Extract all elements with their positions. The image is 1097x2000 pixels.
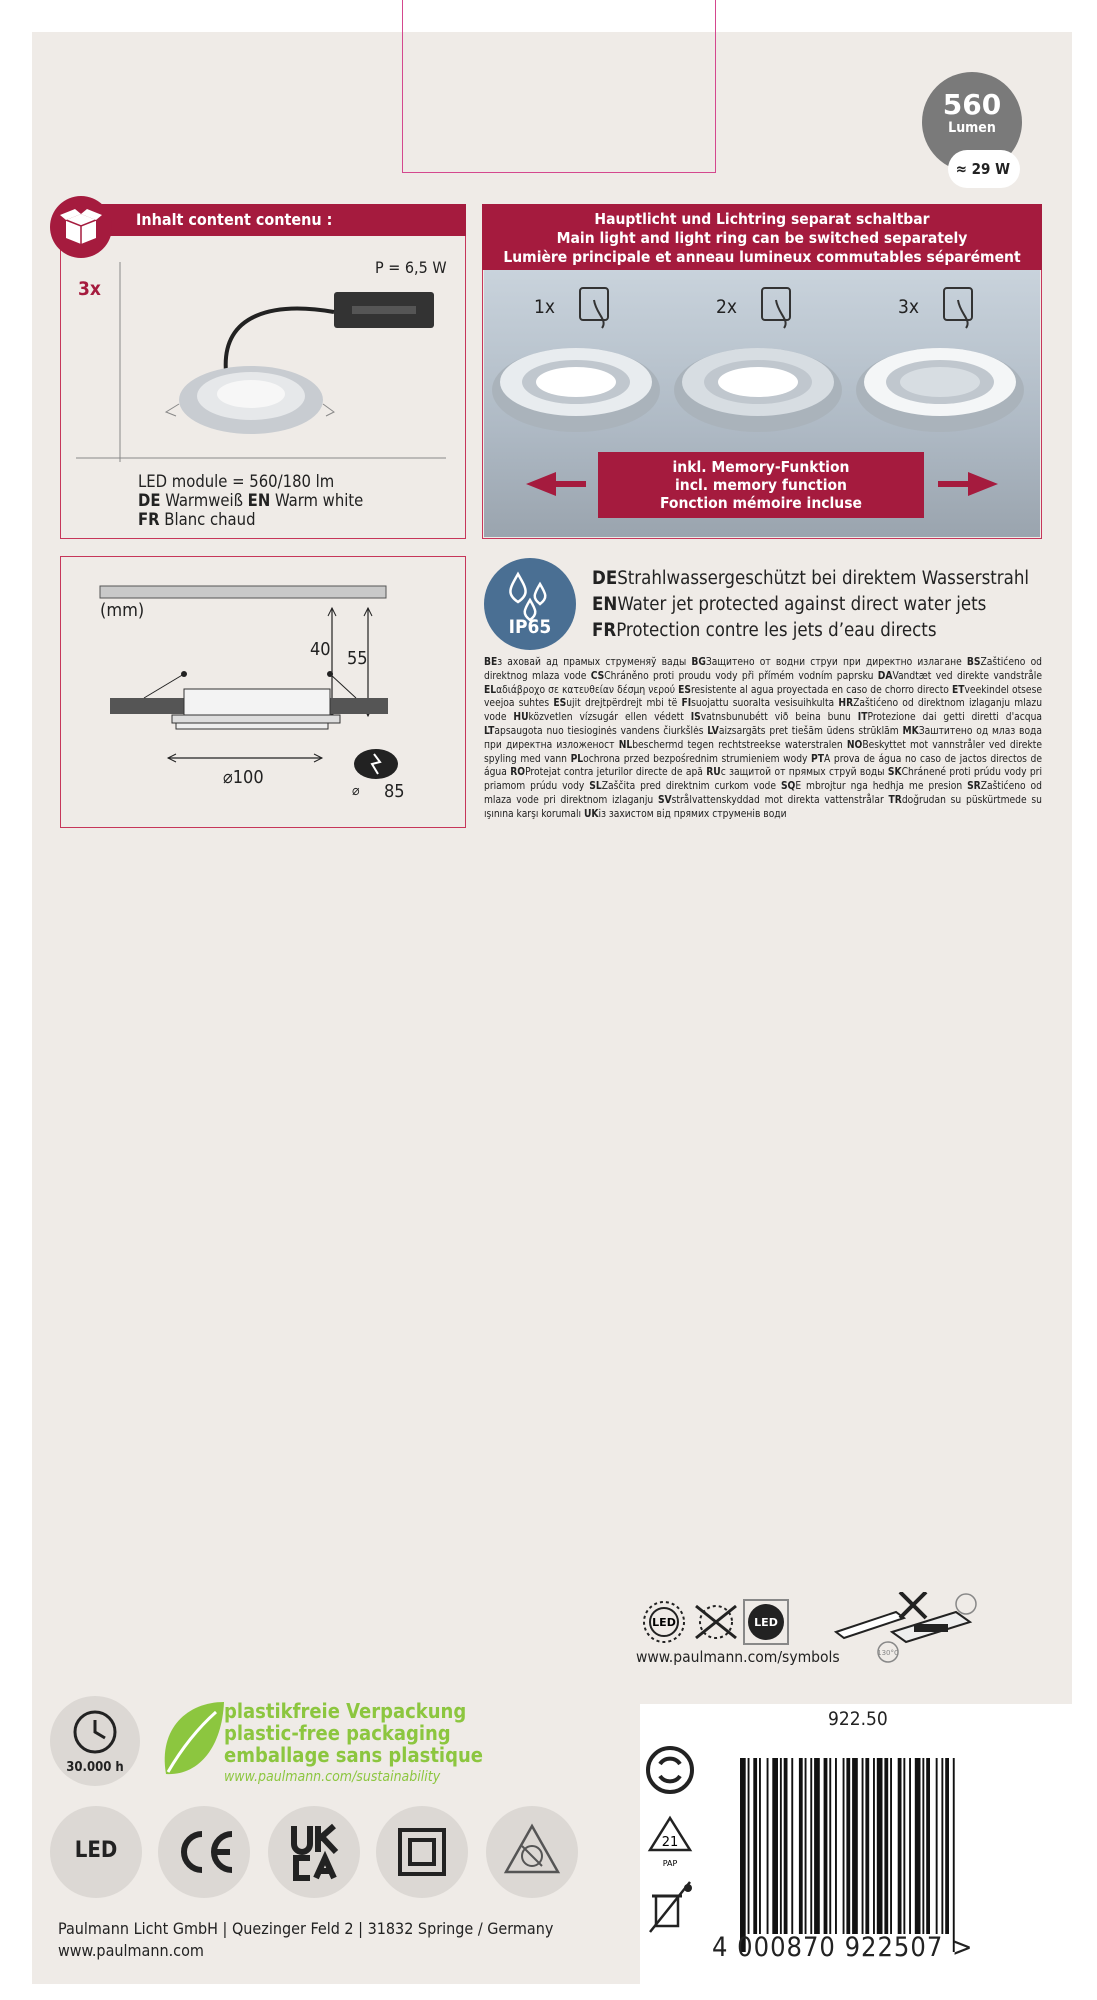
translation-code: EL [484,684,497,696]
translation-text: apsaugota nuo tiesioginės vandens čiurkšlės [494,725,708,737]
translation-text: із захистом від прямих струменів води [598,808,787,820]
lumen-unit: Lumen [948,120,996,136]
barcode-bar [791,1758,793,1934]
barcode [740,1758,1018,1952]
translation-text: aizsargāts pret tiešām ūdens strūklām [718,725,903,737]
barcode-bar [890,1758,892,1934]
translation-code: PT [811,753,825,765]
barcode-bar [814,1758,820,1934]
barcode-bar [922,1758,924,1934]
dim-unit: (mm) [100,600,145,621]
ip65-badge [484,558,576,650]
step-2: 2x [716,296,737,318]
translation-code: NL [618,739,633,751]
translation-text: ochrona przed bezpośrednim strumieniem wody [583,753,812,765]
translation-text: Protezione dai getti diretti d'acqua [867,712,1042,724]
en-code: EN [247,491,271,510]
ip-rating: IP65 [508,616,552,638]
ip-translations [484,656,1042,822]
translation-code: SL [589,781,602,793]
symbols-url: www.paulmann.com/symbols [636,1648,840,1666]
barcode-bar [772,1758,778,1934]
translation-code: PL [570,753,584,765]
color-fr: Blanc chaud [164,510,256,529]
luminaire-mark [486,1806,578,1898]
recycling-icons [644,1742,704,1942]
die-cut-window-outline [402,0,716,173]
led-mark-text: LED [74,1838,118,1863]
dim-cutout-symbol: ⌀ [352,783,360,799]
barcode-bar [780,1758,782,1934]
contents-power: P = 6,5 W [375,258,447,277]
svg-text:LED: LED [754,1616,778,1629]
translation-text: Zaštićeno od direktnog mlaza vode [484,657,1042,682]
translation-text: Защитено от водни струи при директно излагане [705,657,967,668]
sustainability-url: www.paulmann.com/sustainability [224,1769,441,1785]
barcode-bar [824,1758,828,1934]
recycle-number: 21 [661,1835,679,1850]
barcode-bar [829,1758,831,1934]
translation-code: SK [887,767,902,779]
ip-de-line [592,566,1029,592]
recycle-label: PAP [662,1859,678,1868]
ip-en: Water jet protected against direct water jets [617,594,987,615]
memory-label [598,452,924,518]
translation-code: ES [678,684,691,696]
lifetime-badge [50,1696,140,1786]
translation-text: Заштитено од млаз вода при директна изложеност [484,725,1043,751]
translation-code: MK [902,725,919,737]
translation-text: beschermd tegen rechtstreekse waterstralen [632,739,847,751]
barcode-bar [810,1758,812,1934]
article-number: 922.50 [828,1708,888,1730]
led-module-line: LED module = 560/180 lm [138,472,335,491]
translation-code: RO [510,767,526,779]
plastic-de: plastikfreie Verpackung [224,1699,467,1723]
barcode-bar [846,1758,850,1934]
translation-code: HU [513,712,529,724]
barcode-bar [915,1758,921,1934]
ce-icon [158,1806,250,1898]
switch-title-de: Hauptlicht und Lichtring separat schaltbar [594,210,930,228]
contents-quantity: 3x [78,278,101,300]
barcode-bar [799,1758,803,1934]
translation-code: TR [888,794,902,806]
barcode-digits: 4 000870 922507 > [712,1932,974,1963]
dim-diameter: ⌀100 [223,767,264,788]
ip-fr-line [592,618,1029,644]
fr-code: FR [138,510,160,529]
double-insulation-icon [376,1806,468,1898]
lumen-value: 560 [942,88,1002,121]
company-website: www.paulmann.com [58,1941,204,1960]
barcode-bar [805,1758,807,1934]
ip-en-code: EN [592,594,618,615]
barcode-bar [865,1758,869,1934]
translation-text: αδιάβροχο σε κατευθείαν δέσμη νερού [496,684,679,696]
color-de-en-line [138,491,363,510]
contents-description [138,472,363,529]
translation-text: з аховай ад прамых струменяў вады [497,657,692,668]
translation-text: A prova de água no caso de jactos directos de água [484,753,1043,779]
translation-code: HR [838,698,854,710]
barcode-bar [784,1758,788,1934]
barcode-bar [926,1758,930,1934]
switch-title-bar [482,204,1042,270]
translation-text: resistente al agua proyectada en caso de chorro directo [691,684,952,696]
translation-code: LT [484,725,495,737]
color-de: Warmweiß [165,491,243,510]
ip-fr-code: FR [592,620,617,641]
barcode-bar [903,1758,905,1934]
barcode-bar [843,1758,845,1934]
barcode-bar [753,1758,757,1934]
company-address: Paulmann Licht GmbH | Quezinger Feld 2 | 31832 Springe / Germany [58,1919,554,1938]
translation-text: Vandtæt ved direkte vandstråle [892,670,1042,682]
translation-text: Chránené proti prúdu vody pri priamom prúdu vody [484,767,1042,793]
company-info [58,1918,553,1962]
switch-title-fr: Lumière principale et anneau lumineux commutables séparément [503,248,1021,266]
translation-code: CS [590,670,605,682]
ip-de-code: DE [592,568,618,589]
plastic-en: plastic-free packaging [224,1721,451,1745]
translation-code: BE [484,657,498,668]
memory-en: incl. memory function [675,476,847,494]
translation-text: vatnsbunubétt við beina bunu [700,712,858,724]
class-ii-mark [376,1806,468,1898]
translation-code: RU [706,767,721,779]
package-box-icon [50,196,112,258]
translation-text: veekindel otsese veejoa suhtes [484,684,1042,710]
translation-code: ET [951,684,965,696]
translation-text: Protejat contra jeturilor directe de apă [525,767,707,779]
translation-code: LV [707,725,719,737]
led-mark [50,1806,142,1898]
translation-code: UK [583,808,599,820]
translation-code: NO [846,739,863,751]
ip-fr: Protection contre les jets d’eau directs [616,620,937,641]
de-code: DE [138,491,161,510]
translation-code: SV [657,794,672,806]
watt-equivalent-text: ≈ 29 W [955,160,1010,178]
translation-code: BS [966,657,981,668]
barcode-bar [945,1758,949,1934]
ip-de: Strahlwassergeschützt bei direktem Wasserstrahl [617,568,1030,589]
barcode-bar [941,1758,943,1934]
translation-text: ujit drejtpërdrejt mbi të [566,698,682,710]
translation-text: Zaštićeno od mlaza vode pri direktnom izlaganju [484,781,1042,806]
translation-text: közvetlen vízsugár ellen védett [528,712,691,724]
barcode-bar [898,1758,902,1934]
barcode-bar [862,1758,864,1934]
translation-text: E mbrojtur nga hedhja me presion [795,781,968,793]
barcode-bar [740,1758,746,1952]
color-en: Warm white [274,491,364,510]
translation-code: DA [877,670,893,682]
translation-text: strålvattenskyddad mot direkta vattenstrålar [671,794,889,806]
barcode-bar [873,1758,875,1934]
dim-55: 55 [347,648,368,669]
translation-text: с защитой от прямых струй воды [720,767,888,779]
translation-code: SR [967,781,981,793]
translation-code: IT [857,712,868,724]
barcode-bar [884,1758,888,1934]
svg-text:LED: LED [652,1616,676,1629]
dim-cutout: 85 [384,781,405,802]
ip-en-line [592,592,1029,618]
barcode-bar [852,1758,858,1934]
barcode-bar [767,1758,769,1934]
translation-text: Chráněno proti proudu vody při přímém vodním paprsku [604,670,878,682]
triangle-luminaire-icon [486,1806,578,1898]
translation-text: doğrudan su püskürtmede su ışınına karşı korumalı [484,794,1042,820]
plastic-fr: emballage sans plastique [224,1743,483,1767]
translation-code: IS [690,712,701,724]
switch-title-en: Main light and light ring can be switched separately [556,229,968,247]
barcode-bar [936,1758,938,1934]
step-3: 3x [898,296,919,318]
barcode-bar [835,1758,837,1934]
translation-text: Beskyttet mot vannstråler ved direkte spyling med vann [484,739,1042,765]
plastic-free-text [224,1700,483,1788]
memory-de: inkl. Memory-Funktion [672,458,850,476]
barcode-bar [748,1758,750,1934]
memory-fr: Fonction mémoire incluse [660,494,862,512]
barcode-bar [877,1758,883,1934]
contents-title-bar [80,204,466,236]
ukca-icon [268,1806,360,1898]
step-1: 1x [534,296,555,318]
ip-description [592,566,1029,644]
translation-code: FI [681,698,692,710]
translation-code: BG [691,657,706,668]
leaf-icon [158,1698,228,1782]
barcode-bar [953,1758,955,1952]
translation-code: ES [553,698,567,710]
temp-label: 130°C [877,1649,899,1657]
barcode-bar [759,1758,761,1934]
translation-code: SQ [780,781,796,793]
translation-text: suojattu suoralta vesisuihkulta [691,698,839,710]
translation-text: Zaštićeno od direktnom izlaganju mlazu vode [484,698,1043,724]
lifetime-hours: 30.000 h [66,1760,124,1775]
color-fr-line [138,510,363,529]
dim-40: 40 [310,639,331,660]
contents-title: Inhalt content contenu : [136,210,333,229]
watt-equivalent [948,150,1020,188]
translation-text: Zaščita pred direktnim curkom vode [601,781,781,793]
ce-mark [158,1806,250,1898]
ukca-mark [268,1806,360,1898]
barcode-bar [909,1758,911,1934]
